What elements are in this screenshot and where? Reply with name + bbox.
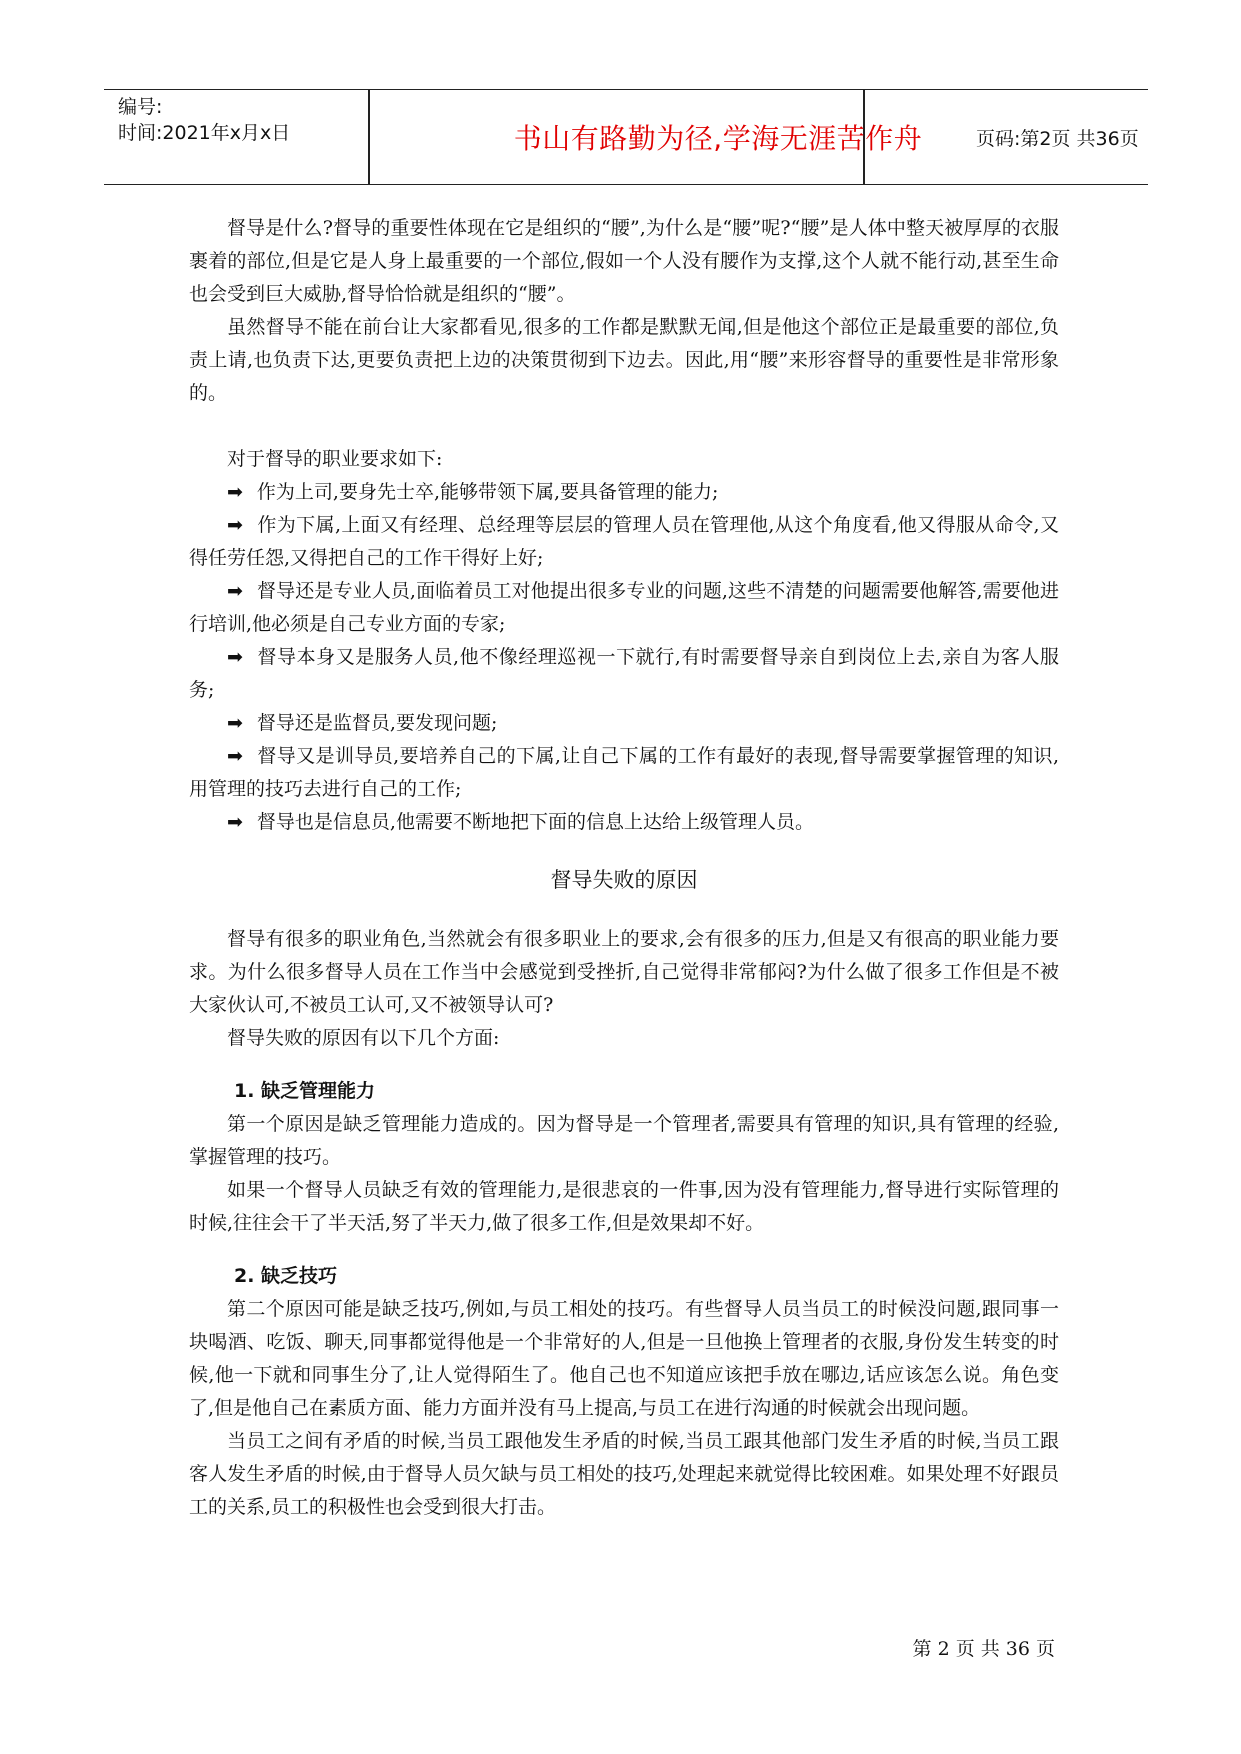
reason-paragraph: 当员工之间有矛盾的时候,当员工跟他发生矛盾的时候,当员工跟其他部门发生矛盾的时候,当员工跟客人发生矛盾的时候,由于督导人员欠缺与员工相处的技巧,处理起来就觉得比较困难。如果处理不好跟员工的关系,员工的积极性也会受到很大打击。 xyxy=(189,1430,1059,1518)
document-number-label: 编号: xyxy=(118,96,163,118)
requirement-text: 督导还是监督员,要发现问题; xyxy=(256,712,498,734)
arrow-right-icon: ➡ xyxy=(227,712,243,734)
arrow-right-icon: ➡ xyxy=(227,514,243,536)
requirement-item xyxy=(189,740,1059,806)
reason-heading: 1. 缺乏管理能力 xyxy=(234,1080,376,1102)
arrow-right-icon: ➡ xyxy=(227,646,243,668)
arrow-right-icon: ➡ xyxy=(227,811,243,833)
page-content xyxy=(189,212,1059,1524)
failure-paragraph: 督导有很多的职业角色,当然就会有很多职业上的要求,会有很多的压力,但是又有很高的职业能力要求。为什么很多督导人员在工作当中会感觉到受挫折,自己觉得非常郁闷?为什么做了很多工作但是不被大家伙认可,不被员工认可,又不被领导认可? xyxy=(189,928,1059,1016)
document-time-label: 时间:2021年x月x日 xyxy=(118,122,291,144)
requirement-text: 督导也是信息员,他需要不断地把下面的信息上达给上级管理人员。 xyxy=(256,811,814,833)
reason-heading: 2. 缺乏技巧 xyxy=(234,1265,338,1287)
requirement-item xyxy=(189,806,1059,839)
header-divider-left xyxy=(368,90,370,184)
requirement-item xyxy=(189,641,1059,707)
page-footer: 第 2 页 共 36 页 xyxy=(912,1638,1055,1660)
requirement-item xyxy=(189,575,1059,641)
page-header xyxy=(104,89,1148,185)
reason-paragraph: 第一个原因是缺乏管理能力造成的。因为督导是一个管理者,需要具有管理的知识,具有管理的经验,掌握管理的技巧。 xyxy=(189,1113,1059,1168)
requirement-text: 作为下属,上面又有经理、总经理等层层的管理人员在管理他,从这个角度看,他又得服从命令,又得任劳任怨,又得把自己的工作干得好上好; xyxy=(189,514,1059,569)
arrow-right-icon: ➡ xyxy=(227,481,243,503)
arrow-right-icon: ➡ xyxy=(227,580,243,602)
requirement-item xyxy=(189,476,1059,509)
requirement-text: 督导还是专业人员,面临着员工对他提出很多专业的问题,这些不清楚的问题需要他解答,需要他进行培训,他必须是自己专业方面的专家; xyxy=(189,580,1059,635)
failure-paragraph: 督导失败的原因有以下几个方面: xyxy=(227,1027,500,1049)
intro-paragraph: 督导是什么?督导的重要性体现在它是组织的“腰”,为什么是“腰”呢?“腰”是人体中整天被厚厚的衣服裹着的部位,但是它是人身上最重要的一个部位,假如一个人没有腰作为支撑,这个人就不能行动,甚至生命也会受到巨大威胁,督导恰恰就是组织的“腰”。 xyxy=(189,217,1059,305)
requirement-item xyxy=(189,707,1059,740)
requirement-text: 作为上司,要身先士卒,能够带领下属,要具备管理的能力; xyxy=(256,481,719,503)
header-motto: 书山有路勤为径,学海无涯苦作舟 xyxy=(513,122,923,155)
header-meta xyxy=(118,94,290,146)
section-title: 督导失败的原因 xyxy=(550,868,698,892)
requirements-intro: 对于督导的职业要求如下: xyxy=(227,448,443,470)
header-page-info: 页码:第2页 共36页 xyxy=(976,127,1139,150)
requirement-text: 督导本身又是服务人员,他不像经理巡视一下就行,有时需要督导亲自到岗位上去,亲自为客人服务; xyxy=(189,646,1059,701)
arrow-right-icon: ➡ xyxy=(227,745,243,767)
reason-paragraph: 第二个原因可能是缺乏技巧,例如,与员工相处的技巧。有些督导人员当员工的时候没问题,跟同事一块喝酒、吃饭、聊天,同事都觉得他是一个非常好的人,但是一旦他换上管理者的衣服,身份发生转变的时候,他一下就和同事生分了,让人觉得陌生了。他自己也不知道应该把手放在哪边,话应该怎么说。角色变了,但是他自己在素质方面、能力方面并没有马上提高,与员工在进行沟通的时候就会出现问题。 xyxy=(189,1298,1059,1419)
requirement-item xyxy=(189,509,1059,575)
requirement-text: 督导又是训导员,要培养自己的下属,让自己下属的工作有最好的表现,督导需要掌握管理的知识,用管理的技巧去进行自己的工作; xyxy=(189,745,1059,800)
reason-paragraph: 如果一个督导人员缺乏有效的管理能力,是很悲哀的一件事,因为没有管理能力,督导进行实际管理的时候,往往会干了半天活,努了半天力,做了很多工作,但是效果却不好。 xyxy=(189,1179,1059,1234)
intro-paragraph: 虽然督导不能在前台让大家都看见,很多的工作都是默默无闻,但是他这个部位正是最重要的部位,负责上请,也负责下达,更要负责把上边的决策贯彻到下边去。因此,用“腰”来形容督导的重要性是非常形象的。 xyxy=(189,316,1059,404)
